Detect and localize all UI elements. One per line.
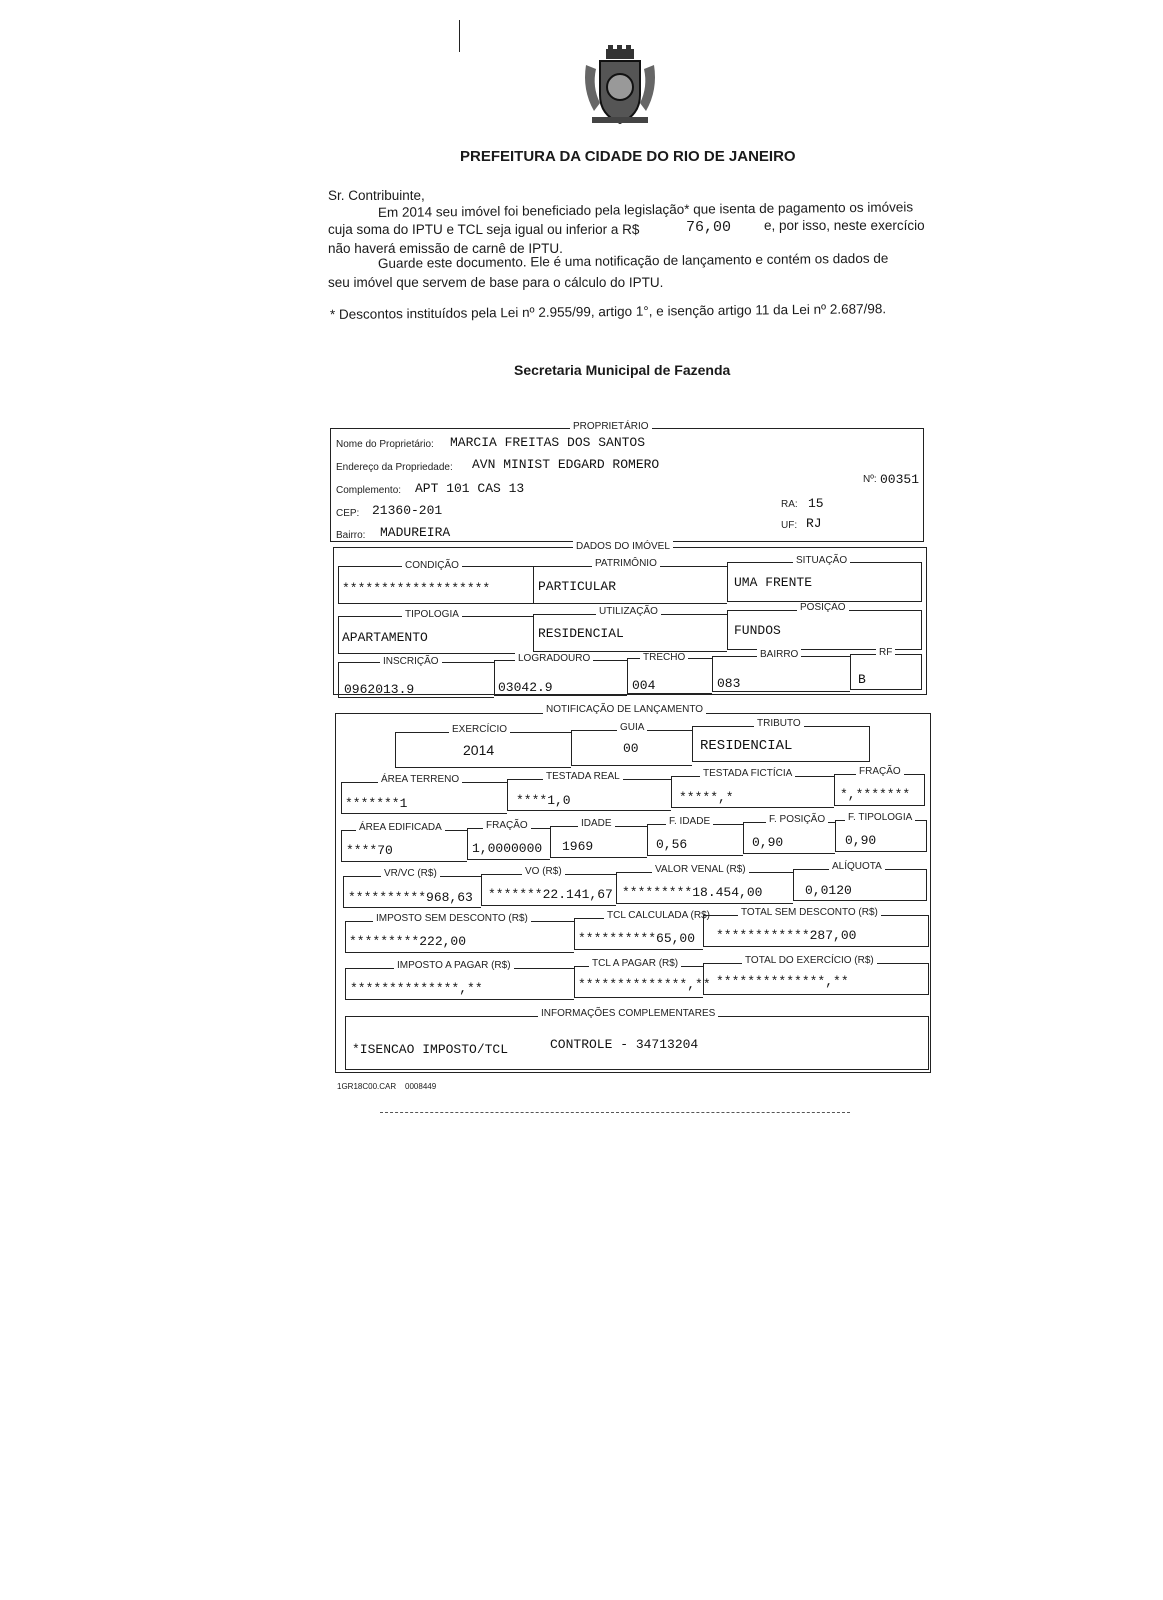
greeting: Sr. Contribuinte, bbox=[328, 188, 425, 203]
letter-line-4: Guarde este documento. Ele é uma notificação de lançamento e contém os dados de bbox=[377, 250, 889, 271]
tcl-a-pagar-value: **************,** bbox=[578, 977, 711, 992]
vrvc-value: **********968,63 bbox=[348, 890, 473, 905]
complemento-label: Complemento: bbox=[333, 485, 404, 496]
total-sem-desconto-value: ************287,00 bbox=[716, 928, 857, 943]
endereco-label: Endereço da Propriedade: bbox=[333, 462, 456, 473]
guia-label: GUIA bbox=[617, 722, 647, 733]
situacao-label: SITUAÇÃO bbox=[793, 555, 850, 566]
exercicio-label: EXERCÍCIO bbox=[449, 724, 510, 735]
posicao-label: POSIÇÃO bbox=[797, 602, 849, 613]
logradouro-value: 03042.9 bbox=[498, 680, 553, 695]
imovel-bairro-label: BAIRRO bbox=[757, 649, 801, 660]
exemption-limit-value: 76,00 bbox=[686, 219, 732, 236]
f-tipologia-label: F. TIPOLOGIA bbox=[845, 812, 915, 823]
f-idade-label: F. IDADE bbox=[666, 816, 713, 827]
informacoes-label: INFORMAÇÕES COMPLEMENTARES bbox=[538, 1008, 718, 1019]
trecho-value: 004 bbox=[632, 678, 656, 693]
rf-label: RF bbox=[876, 647, 895, 658]
fracao2-label: FRAÇÃO bbox=[483, 820, 531, 831]
patrimonio-value: PARTICULAR bbox=[538, 579, 617, 594]
guia-value: 00 bbox=[623, 741, 639, 756]
trecho-label: TRECHO bbox=[640, 652, 688, 663]
utilizacao-value: RESIDENCIAL bbox=[538, 626, 624, 641]
f-posicao-label: F. POSIÇÃO bbox=[766, 814, 828, 825]
tcl-calculada-label: TCL CALCULADA (R$) bbox=[604, 910, 713, 921]
uf-label: UF: bbox=[778, 520, 800, 531]
proprietario-section-label: PROPRIETÁRIO bbox=[570, 421, 652, 432]
tributo-label: TRIBUTO bbox=[754, 718, 804, 729]
uf-value: RJ bbox=[806, 516, 822, 531]
page-title: PREFEITURA DA CIDADE DO RIO DE JANEIRO bbox=[460, 148, 796, 165]
testada-ficticia-value: *****,* bbox=[679, 790, 734, 805]
valor-venal-value: *********18.454,00 bbox=[622, 885, 763, 900]
area-edificada-label: ÁREA EDIFICADA bbox=[356, 822, 445, 833]
idade-label: IDADE bbox=[578, 818, 615, 829]
footer-code: 1GR18C00.CAR 0008449 bbox=[337, 1082, 437, 1091]
f-tipologia-value: 0,90 bbox=[845, 833, 877, 848]
numero-value: 00351 bbox=[880, 472, 920, 487]
total-exercicio-value: **************,** bbox=[716, 974, 849, 989]
imposto-sem-desconto-value: *********222,00 bbox=[349, 934, 467, 949]
bairro-value: MADUREIRA bbox=[380, 525, 451, 540]
secretaria-title: Secretaria Municipal de Fazenda bbox=[514, 362, 731, 378]
area-terreno-label: ÁREA TERRENO bbox=[378, 774, 462, 785]
condicao-label: CONDIÇÃO bbox=[402, 560, 462, 571]
coat-of-arms-icon bbox=[580, 45, 660, 127]
letter-line-2a: cuja soma do IPTU e TCL seja igual ou inferior a R$ bbox=[328, 222, 640, 237]
vo-label: VO (R$) bbox=[522, 866, 565, 877]
vo-value: *******22.141,67 bbox=[488, 887, 613, 902]
testada-real-value: ****1,0 bbox=[516, 793, 571, 808]
tcl-a-pagar-label: TCL A PAGAR (R$) bbox=[589, 958, 681, 969]
informacoes-text-1: *ISENCAO IMPOSTO/TCL bbox=[352, 1042, 509, 1057]
dados-imovel-label: DADOS DO IMÓVEL bbox=[573, 541, 673, 552]
logradouro-label: LOGRADOURO bbox=[515, 653, 593, 664]
fracao1-label: FRAÇÃO bbox=[856, 766, 904, 777]
posicao-value: FUNDOS bbox=[734, 623, 781, 638]
aliquota-label: ALÍQUOTA bbox=[829, 861, 885, 872]
complemento-value: APT 101 CAS 13 bbox=[415, 481, 525, 496]
letter-line-1: Em 2014 seu imóvel foi beneficiado pela legislação* que isenta de pagamento os imóveis bbox=[377, 199, 914, 220]
letter-line-5: seu imóvel que servem de base para o cálculo do IPTU. bbox=[328, 275, 664, 290]
tributo-value: RESIDENCIAL bbox=[700, 738, 793, 754]
ra-value: 15 bbox=[808, 496, 824, 511]
valor-venal-label: VALOR VENAL (R$) bbox=[652, 864, 749, 875]
bairro-label: Bairro: bbox=[333, 530, 368, 541]
situacao-value: UMA FRENTE bbox=[734, 575, 813, 590]
property-address: AVN MINIST EDGARD ROMERO bbox=[472, 457, 660, 472]
numero-label: Nº: bbox=[860, 474, 880, 485]
vrvc-label: VR/VC (R$) bbox=[381, 868, 440, 879]
fracao1-value: *,******* bbox=[840, 787, 911, 802]
exercicio-value: 2014 bbox=[463, 742, 495, 758]
letter-line-3: não haverá emissão de carnê de IPTU. bbox=[328, 241, 563, 256]
footnote: * Descontos instituídos pela Lei nº 2.955/99, artigo 1°, e isenção artigo 11 da Lei nº 2.687/98. bbox=[329, 301, 887, 322]
tipologia-value: APARTAMENTO bbox=[342, 630, 428, 645]
f-posicao-value: 0,90 bbox=[752, 835, 784, 850]
nome-label: Nome do Proprietário: bbox=[333, 439, 437, 450]
aliquota-value: 0,0120 bbox=[805, 883, 852, 898]
lancamento-section-label: NOTIFICAÇÃO DE LANÇAMENTO bbox=[543, 704, 706, 715]
idade-value: 1969 bbox=[562, 839, 594, 854]
area-terreno-value: *******1 bbox=[345, 796, 408, 811]
condicao-value: ******************* bbox=[342, 581, 491, 596]
ra-label: RA: bbox=[778, 499, 801, 510]
testada-real-label: TESTADA REAL bbox=[543, 771, 623, 782]
informacoes-text-2: CONTROLE - 34713204 bbox=[550, 1037, 699, 1052]
total-exercicio-label: TOTAL DO EXERCÍCIO (R$) bbox=[742, 955, 877, 966]
rf-value: B bbox=[858, 672, 866, 687]
area-edificada-value: ****70 bbox=[346, 843, 393, 858]
inscricao-label: INSCRIÇÃO bbox=[380, 656, 442, 667]
imposto-a-pagar-label: IMPOSTO A PAGAR (R$) bbox=[394, 960, 514, 971]
patrimonio-label: PATRIMÔNIO bbox=[592, 558, 660, 569]
tipologia-label: TIPOLOGIA bbox=[402, 609, 462, 620]
cep-label: CEP: bbox=[333, 508, 362, 519]
utilizacao-label: UTILIZAÇÃO bbox=[596, 606, 661, 617]
tcl-calculada-value: **********65,00 bbox=[578, 931, 696, 946]
letter-line-2b: e, por isso, neste exercício bbox=[764, 218, 925, 233]
scan-mark bbox=[459, 20, 460, 52]
inscricao-value: 0962013.9 bbox=[344, 682, 415, 697]
testada-ficticia-label: TESTADA FICTÍCIA bbox=[700, 768, 795, 779]
owner-name: MARCIA FREITAS DOS SANTOS bbox=[450, 435, 646, 450]
total-sem-desconto-label: TOTAL SEM DESCONTO (R$) bbox=[738, 907, 881, 918]
imposto-a-pagar-value: **************,** bbox=[350, 981, 483, 996]
imposto-sem-desconto-label: IMPOSTO SEM DESCONTO (R$) bbox=[373, 913, 531, 924]
imovel-bairro-value: 083 bbox=[717, 676, 741, 691]
f-idade-value: 0,56 bbox=[656, 837, 688, 852]
cep-value: 21360-201 bbox=[372, 503, 443, 518]
fracao2-value: 1,0000000 bbox=[472, 841, 543, 856]
bottom-rule bbox=[380, 1112, 850, 1113]
